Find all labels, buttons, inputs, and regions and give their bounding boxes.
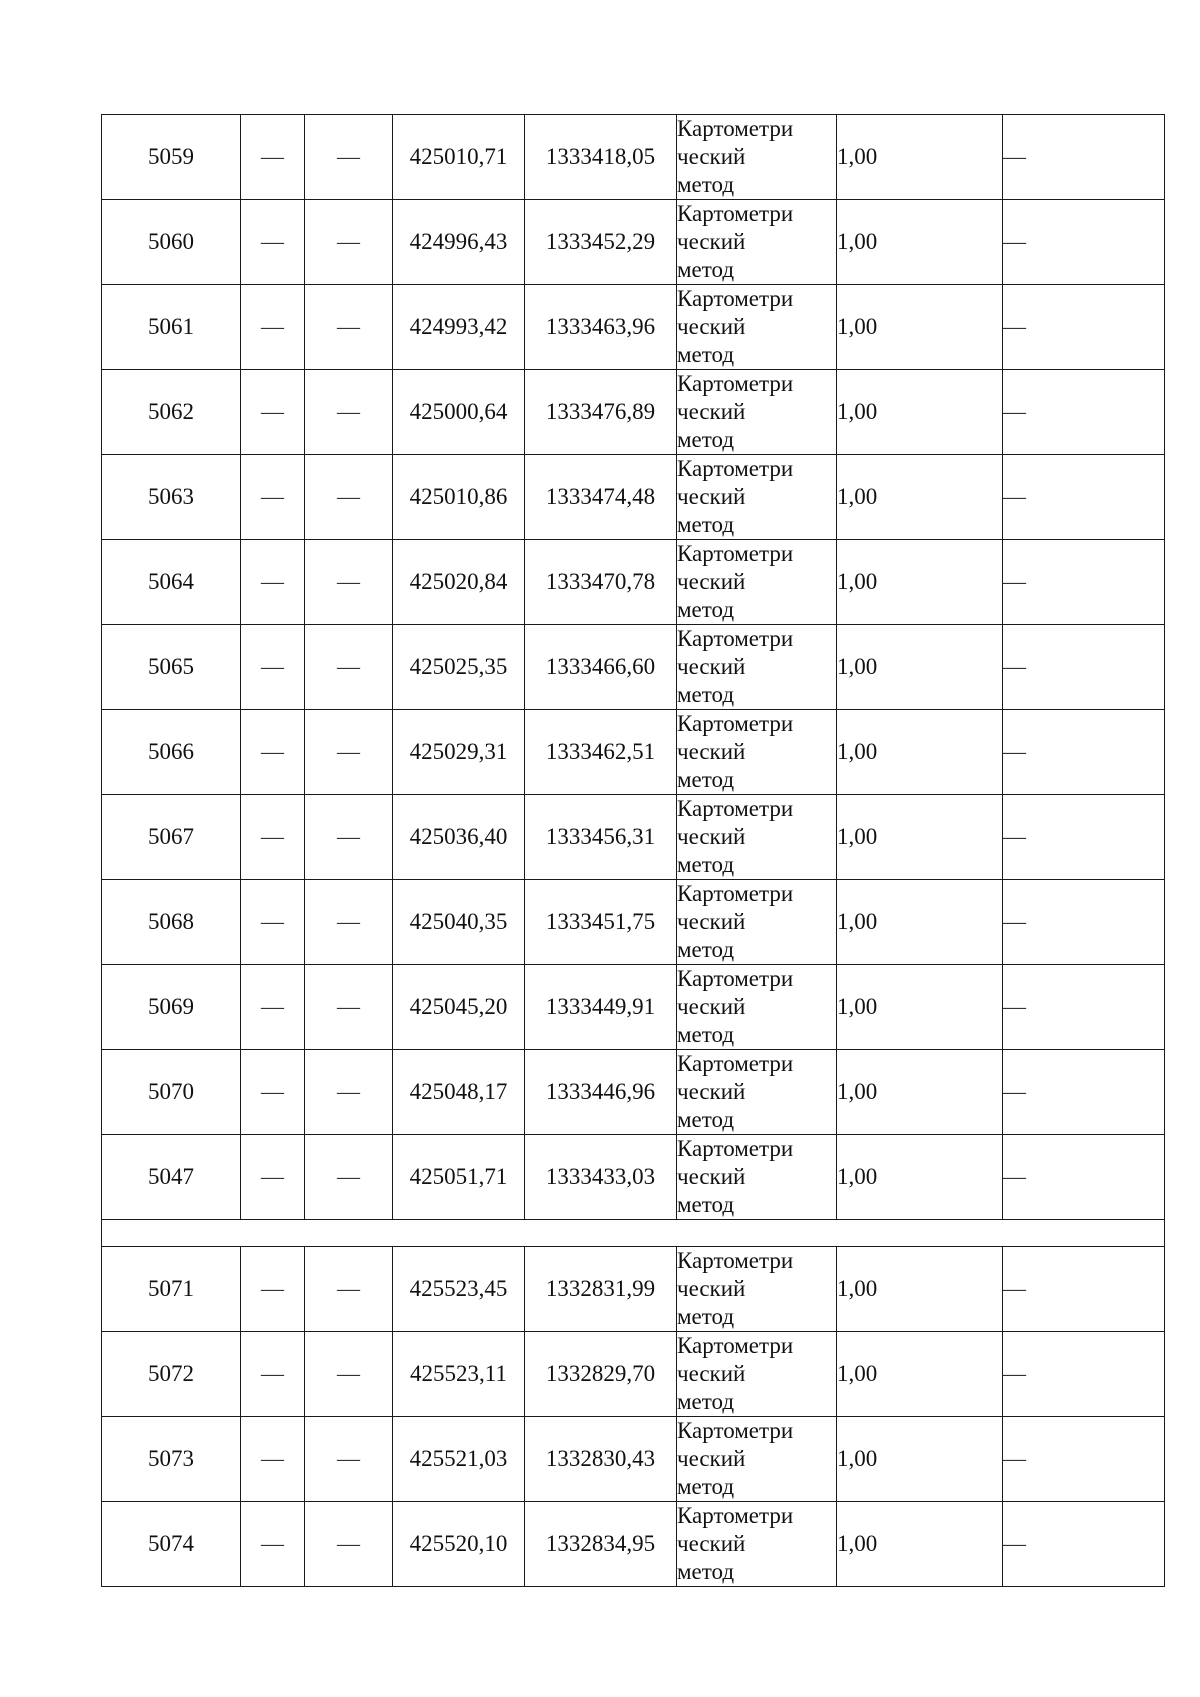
empty-value-cell — [305, 710, 393, 795]
point-number-cell-text: 5065 — [148, 654, 194, 679]
point-number-cell — [102, 540, 241, 625]
y-coordinate-cell-text: 1333466,60 — [545, 654, 656, 679]
empty-value-cell — [241, 200, 305, 285]
method-cell — [677, 710, 837, 795]
empty-value-cell-text: — — [1003, 1276, 1026, 1301]
y-coordinate-cell — [525, 965, 677, 1050]
group-separator-row — [102, 1220, 1165, 1247]
empty-value-cell — [305, 1417, 393, 1502]
empty-value-cell-text: — — [1003, 144, 1026, 169]
table-row — [102, 1050, 1165, 1135]
method-cell — [677, 1050, 837, 1135]
empty-value-cell — [305, 540, 393, 625]
x-coordinate-cell — [393, 795, 525, 880]
empty-value-cell-text: — — [337, 994, 360, 1019]
x-coordinate-cell — [393, 1247, 525, 1332]
point-number-cell-text: 5073 — [148, 1446, 194, 1471]
y-coordinate-cell — [525, 1417, 677, 1502]
empty-value-cell-text: — — [1003, 399, 1026, 424]
x-coordinate-cell-text: 425020,84 — [409, 569, 508, 594]
empty-value-cell — [241, 455, 305, 540]
empty-value-cell-text: — — [261, 144, 284, 169]
y-coordinate-cell-text: 1333476,89 — [545, 399, 656, 424]
empty-value-cell — [305, 370, 393, 455]
accuracy-cell — [837, 115, 1003, 200]
y-coordinate-cell — [525, 115, 677, 200]
y-coordinate-cell — [525, 880, 677, 965]
empty-value-cell — [305, 965, 393, 1050]
y-coordinate-cell-text: 1333463,96 — [545, 314, 656, 339]
empty-value-cell — [1003, 1247, 1165, 1332]
accuracy-cell-text: 1,00 — [837, 1276, 878, 1301]
empty-value-cell — [305, 200, 393, 285]
point-number-cell-text: 5072 — [148, 1361, 194, 1386]
empty-value-cell — [241, 540, 305, 625]
method-cell-text: Картометри ческий метод — [677, 201, 794, 282]
empty-value-cell — [305, 1332, 393, 1417]
y-coordinate-cell — [525, 1050, 677, 1135]
empty-value-cell — [305, 285, 393, 370]
empty-value-cell — [241, 1332, 305, 1417]
method-cell-text: Картометри ческий метод — [677, 456, 794, 537]
empty-value-cell — [1003, 880, 1165, 965]
empty-value-cell-text: — — [1003, 484, 1026, 509]
empty-value-cell — [305, 1135, 393, 1220]
accuracy-cell — [837, 1050, 1003, 1135]
point-number-cell — [102, 285, 241, 370]
accuracy-cell-text: 1,00 — [837, 569, 878, 594]
accuracy-cell — [837, 200, 1003, 285]
y-coordinate-cell-text: 1333451,75 — [545, 909, 656, 934]
coordinates-table — [101, 114, 1165, 1587]
x-coordinate-cell-text: 425000,64 — [409, 399, 508, 424]
accuracy-cell — [837, 1502, 1003, 1587]
method-cell — [677, 1332, 837, 1417]
x-coordinate-cell-text: 425045,20 — [409, 994, 508, 1019]
accuracy-cell — [837, 625, 1003, 710]
accuracy-cell-text: 1,00 — [837, 739, 878, 764]
table-row — [102, 1417, 1165, 1502]
method-cell-text: Картометри ческий метод — [677, 1248, 794, 1329]
method-cell-text: Картометри ческий метод — [677, 371, 794, 452]
empty-value-cell-text: — — [1003, 739, 1026, 764]
method-cell-text: Картометри ческий метод — [677, 1136, 794, 1217]
x-coordinate-cell-text: 425040,35 — [409, 909, 508, 934]
x-coordinate-cell — [393, 540, 525, 625]
point-number-cell-text: 5062 — [148, 399, 194, 424]
y-coordinate-cell-text: 1332830,43 — [545, 1446, 656, 1471]
point-number-cell-text: 5059 — [148, 144, 194, 169]
empty-value-cell-text: — — [337, 909, 360, 934]
empty-value-cell-text: — — [261, 314, 284, 339]
empty-value-cell-text: — — [1003, 1531, 1026, 1556]
empty-value-cell — [241, 115, 305, 200]
y-coordinate-cell — [525, 1332, 677, 1417]
y-coordinate-cell-text: 1333462,51 — [545, 739, 656, 764]
empty-value-cell — [1003, 370, 1165, 455]
point-number-cell — [102, 795, 241, 880]
point-number-cell-text: 5063 — [148, 484, 194, 509]
table-row — [102, 1247, 1165, 1332]
point-number-cell — [102, 1417, 241, 1502]
accuracy-cell — [837, 710, 1003, 795]
point-number-cell-text: 5064 — [148, 569, 194, 594]
empty-value-cell-text: — — [261, 654, 284, 679]
method-cell — [677, 1502, 837, 1587]
empty-value-cell-text: — — [337, 144, 360, 169]
empty-value-cell-text: — — [337, 1446, 360, 1471]
empty-value-cell-text: — — [1003, 1079, 1026, 1104]
method-cell-text: Картометри ческий метод — [677, 881, 794, 962]
y-coordinate-cell-text: 1333474,48 — [545, 484, 656, 509]
point-number-cell — [102, 1050, 241, 1135]
table-row — [102, 200, 1165, 285]
table-row — [102, 1135, 1165, 1220]
x-coordinate-cell-text: 425010,86 — [409, 484, 508, 509]
empty-value-cell-text: — — [261, 1361, 284, 1386]
empty-value-cell-text: — — [337, 484, 360, 509]
empty-value-cell — [241, 710, 305, 795]
empty-value-cell-text: — — [337, 824, 360, 849]
accuracy-cell-text: 1,00 — [837, 1079, 878, 1104]
empty-value-cell — [241, 1050, 305, 1135]
table-row — [102, 625, 1165, 710]
method-cell-text: Картометри ческий метод — [677, 796, 794, 877]
table-row — [102, 540, 1165, 625]
empty-value-cell — [1003, 710, 1165, 795]
x-coordinate-cell-text: 425010,71 — [409, 144, 508, 169]
accuracy-cell — [837, 795, 1003, 880]
y-coordinate-cell-text: 1333452,29 — [545, 229, 656, 254]
y-coordinate-cell-text: 1333449,91 — [545, 994, 656, 1019]
method-cell-text: Картометри ческий метод — [677, 711, 794, 792]
method-cell-text: Картометри ческий метод — [677, 1503, 794, 1584]
accuracy-cell-text: 1,00 — [837, 484, 878, 509]
x-coordinate-cell — [393, 710, 525, 795]
accuracy-cell-text: 1,00 — [837, 824, 878, 849]
empty-value-cell — [305, 455, 393, 540]
x-coordinate-cell — [393, 1332, 525, 1417]
point-number-cell — [102, 1247, 241, 1332]
x-coordinate-cell — [393, 115, 525, 200]
accuracy-cell — [837, 1247, 1003, 1332]
method-cell-text: Картометри ческий метод — [677, 286, 794, 367]
empty-value-cell — [241, 880, 305, 965]
table-row — [102, 370, 1165, 455]
table-row — [102, 795, 1165, 880]
point-number-cell — [102, 370, 241, 455]
empty-value-cell — [305, 880, 393, 965]
x-coordinate-cell-text: 425520,10 — [409, 1531, 508, 1556]
point-number-cell — [102, 200, 241, 285]
method-cell — [677, 455, 837, 540]
empty-value-cell-text: — — [337, 399, 360, 424]
empty-value-cell — [305, 625, 393, 710]
x-coordinate-cell — [393, 1135, 525, 1220]
accuracy-cell — [837, 1332, 1003, 1417]
method-cell-text: Картометри ческий метод — [677, 116, 794, 197]
accuracy-cell — [837, 965, 1003, 1050]
empty-value-cell-text: — — [337, 1276, 360, 1301]
empty-value-cell — [241, 965, 305, 1050]
empty-value-cell-text: — — [261, 1531, 284, 1556]
point-number-cell — [102, 710, 241, 795]
y-coordinate-cell-text: 1333418,05 — [545, 144, 656, 169]
empty-value-cell-text: — — [337, 1361, 360, 1386]
point-number-cell — [102, 1135, 241, 1220]
table-row — [102, 710, 1165, 795]
y-coordinate-cell — [525, 795, 677, 880]
empty-value-cell — [241, 795, 305, 880]
empty-value-cell-text: — — [261, 569, 284, 594]
method-cell — [677, 795, 837, 880]
table-row — [102, 285, 1165, 370]
empty-value-cell — [241, 1247, 305, 1332]
point-number-cell-text: 5047 — [148, 1164, 194, 1189]
empty-value-cell-text: — — [261, 399, 284, 424]
y-coordinate-cell-text: 1333446,96 — [545, 1079, 656, 1104]
point-number-cell-text: 5060 — [148, 229, 194, 254]
method-cell — [677, 285, 837, 370]
x-coordinate-cell — [393, 1502, 525, 1587]
point-number-cell-text: 5066 — [148, 739, 194, 764]
y-coordinate-cell — [525, 1135, 677, 1220]
method-cell — [677, 540, 837, 625]
point-number-cell — [102, 1502, 241, 1587]
method-cell-text: Картометри ческий метод — [677, 1333, 794, 1414]
x-coordinate-cell — [393, 625, 525, 710]
empty-value-cell-text: — — [261, 739, 284, 764]
y-coordinate-cell-text: 1332829,70 — [545, 1361, 656, 1386]
empty-value-cell-text: — — [337, 1079, 360, 1104]
table-row — [102, 115, 1165, 200]
empty-value-cell-text: — — [1003, 994, 1026, 1019]
x-coordinate-cell — [393, 1417, 525, 1502]
point-number-cell-text: 5069 — [148, 994, 194, 1019]
empty-value-cell-text: — — [337, 569, 360, 594]
empty-value-cell-text: — — [1003, 824, 1026, 849]
method-cell-text: Картометри ческий метод — [677, 541, 794, 622]
y-coordinate-cell-text: 1332834,95 — [545, 1531, 656, 1556]
accuracy-cell — [837, 455, 1003, 540]
y-coordinate-cell — [525, 710, 677, 795]
y-coordinate-cell — [525, 200, 677, 285]
empty-value-cell — [1003, 1332, 1165, 1417]
accuracy-cell — [837, 1417, 1003, 1502]
y-coordinate-cell — [525, 540, 677, 625]
empty-value-cell — [1003, 625, 1165, 710]
y-coordinate-cell-text: 1333470,78 — [545, 569, 656, 594]
method-cell — [677, 1417, 837, 1502]
point-number-cell — [102, 455, 241, 540]
empty-value-cell-text: — — [261, 1079, 284, 1104]
accuracy-cell — [837, 540, 1003, 625]
method-cell-text: Картометри ческий метод — [677, 966, 794, 1047]
accuracy-cell-text: 1,00 — [837, 399, 878, 424]
x-coordinate-cell-text: 425029,31 — [409, 739, 508, 764]
y-coordinate-cell — [525, 370, 677, 455]
empty-value-cell — [305, 115, 393, 200]
empty-value-cell — [241, 625, 305, 710]
empty-value-cell-text: — — [1003, 1361, 1026, 1386]
empty-value-cell-text: — — [1003, 314, 1026, 339]
method-cell — [677, 370, 837, 455]
empty-value-cell-text: — — [1003, 654, 1026, 679]
x-coordinate-cell-text: 425051,71 — [409, 1164, 508, 1189]
y-coordinate-cell — [525, 285, 677, 370]
y-coordinate-cell — [525, 1502, 677, 1587]
empty-value-cell-text: — — [337, 739, 360, 764]
empty-value-cell-text: — — [261, 229, 284, 254]
method-cell — [677, 1247, 837, 1332]
table-row — [102, 880, 1165, 965]
point-number-cell-text: 5071 — [148, 1276, 194, 1301]
empty-value-cell — [1003, 455, 1165, 540]
empty-value-cell — [305, 1247, 393, 1332]
empty-value-cell — [1003, 285, 1165, 370]
point-number-cell-text: 5061 — [148, 314, 194, 339]
table-row — [102, 965, 1165, 1050]
empty-value-cell — [305, 1502, 393, 1587]
point-number-cell — [102, 880, 241, 965]
method-cell — [677, 115, 837, 200]
empty-value-cell — [1003, 540, 1165, 625]
point-number-cell — [102, 965, 241, 1050]
empty-value-cell-text: — — [261, 994, 284, 1019]
x-coordinate-cell-text: 425523,11 — [410, 1361, 507, 1386]
empty-value-cell — [1003, 1050, 1165, 1135]
table-row — [102, 1332, 1165, 1417]
empty-value-cell — [241, 1502, 305, 1587]
x-coordinate-cell-text: 424996,43 — [409, 229, 508, 254]
point-number-cell — [102, 115, 241, 200]
empty-value-cell-text: — — [261, 1164, 284, 1189]
accuracy-cell-text: 1,00 — [837, 1446, 878, 1471]
accuracy-cell — [837, 370, 1003, 455]
y-coordinate-cell-text: 1332831,99 — [545, 1276, 656, 1301]
method-cell-text: Картометри ческий метод — [677, 1051, 794, 1132]
accuracy-cell-text: 1,00 — [837, 229, 878, 254]
x-coordinate-cell — [393, 880, 525, 965]
method-cell — [677, 965, 837, 1050]
empty-value-cell-text: — — [1003, 1446, 1026, 1471]
empty-value-cell-text: — — [261, 1276, 284, 1301]
x-coordinate-cell-text: 425036,40 — [409, 824, 508, 849]
accuracy-cell-text: 1,00 — [837, 909, 878, 934]
empty-value-cell — [241, 370, 305, 455]
accuracy-cell-text: 1,00 — [837, 994, 878, 1019]
accuracy-cell — [837, 285, 1003, 370]
empty-value-cell-text: — — [337, 1164, 360, 1189]
accuracy-cell-text: 1,00 — [837, 1164, 878, 1189]
y-coordinate-cell — [525, 455, 677, 540]
table-row — [102, 455, 1165, 540]
y-coordinate-cell-text: 1333433,03 — [545, 1164, 656, 1189]
accuracy-cell-text: 1,00 — [837, 1361, 878, 1386]
empty-value-cell-text: — — [1003, 1164, 1026, 1189]
y-coordinate-cell-text: 1333456,31 — [545, 824, 656, 849]
empty-value-cell — [1003, 1417, 1165, 1502]
empty-value-cell — [1003, 200, 1165, 285]
x-coordinate-cell-text: 424993,42 — [409, 314, 508, 339]
empty-value-cell — [1003, 1135, 1165, 1220]
method-cell — [677, 880, 837, 965]
accuracy-cell-text: 1,00 — [837, 654, 878, 679]
point-number-cell — [102, 625, 241, 710]
table-body — [102, 115, 1165, 1587]
point-number-cell-text: 5068 — [148, 909, 194, 934]
point-number-cell-text: 5070 — [148, 1079, 194, 1104]
method-cell-text: Картометри ческий метод — [677, 1418, 794, 1499]
x-coordinate-cell — [393, 285, 525, 370]
empty-value-cell — [1003, 965, 1165, 1050]
x-coordinate-cell-text: 425523,45 — [409, 1276, 508, 1301]
x-coordinate-cell-text: 425048,17 — [409, 1079, 508, 1104]
method-cell — [677, 625, 837, 710]
point-number-cell-text: 5067 — [148, 824, 194, 849]
empty-value-cell — [1003, 115, 1165, 200]
point-number-cell — [102, 1332, 241, 1417]
accuracy-cell — [837, 1135, 1003, 1220]
x-coordinate-cell — [393, 455, 525, 540]
y-coordinate-cell — [525, 625, 677, 710]
x-coordinate-cell-text: 425025,35 — [409, 654, 508, 679]
empty-value-cell-text: — — [261, 1446, 284, 1471]
empty-value-cell — [1003, 1502, 1165, 1587]
empty-value-cell-text: — — [261, 484, 284, 509]
empty-value-cell — [241, 1417, 305, 1502]
empty-value-cell — [241, 285, 305, 370]
x-coordinate-cell — [393, 1050, 525, 1135]
point-number-cell-text: 5074 — [148, 1531, 194, 1556]
x-coordinate-cell-text: 425521,03 — [409, 1446, 508, 1471]
empty-value-cell-text: — — [1003, 909, 1026, 934]
empty-value-cell-text: — — [1003, 569, 1026, 594]
empty-value-cell — [1003, 795, 1165, 880]
accuracy-cell-text: 1,00 — [837, 1531, 878, 1556]
empty-value-cell-text: — — [261, 824, 284, 849]
table-row — [102, 1502, 1165, 1587]
empty-value-cell — [241, 1135, 305, 1220]
empty-value-cell-text: — — [337, 654, 360, 679]
method-cell — [677, 200, 837, 285]
x-coordinate-cell — [393, 200, 525, 285]
empty-value-cell-text: — — [337, 314, 360, 339]
method-cell-text: Картометри ческий метод — [677, 626, 794, 707]
group-separator-cell — [102, 1220, 1165, 1247]
y-coordinate-cell — [525, 1247, 677, 1332]
empty-value-cell-text: — — [337, 1531, 360, 1556]
x-coordinate-cell — [393, 965, 525, 1050]
empty-value-cell — [305, 1050, 393, 1135]
empty-value-cell-text: — — [337, 229, 360, 254]
x-coordinate-cell — [393, 370, 525, 455]
accuracy-cell — [837, 880, 1003, 965]
accuracy-cell-text: 1,00 — [837, 314, 878, 339]
empty-value-cell — [305, 795, 393, 880]
method-cell — [677, 1135, 837, 1220]
accuracy-cell-text: 1,00 — [837, 144, 878, 169]
empty-value-cell-text: — — [261, 909, 284, 934]
empty-value-cell-text: — — [1003, 229, 1026, 254]
